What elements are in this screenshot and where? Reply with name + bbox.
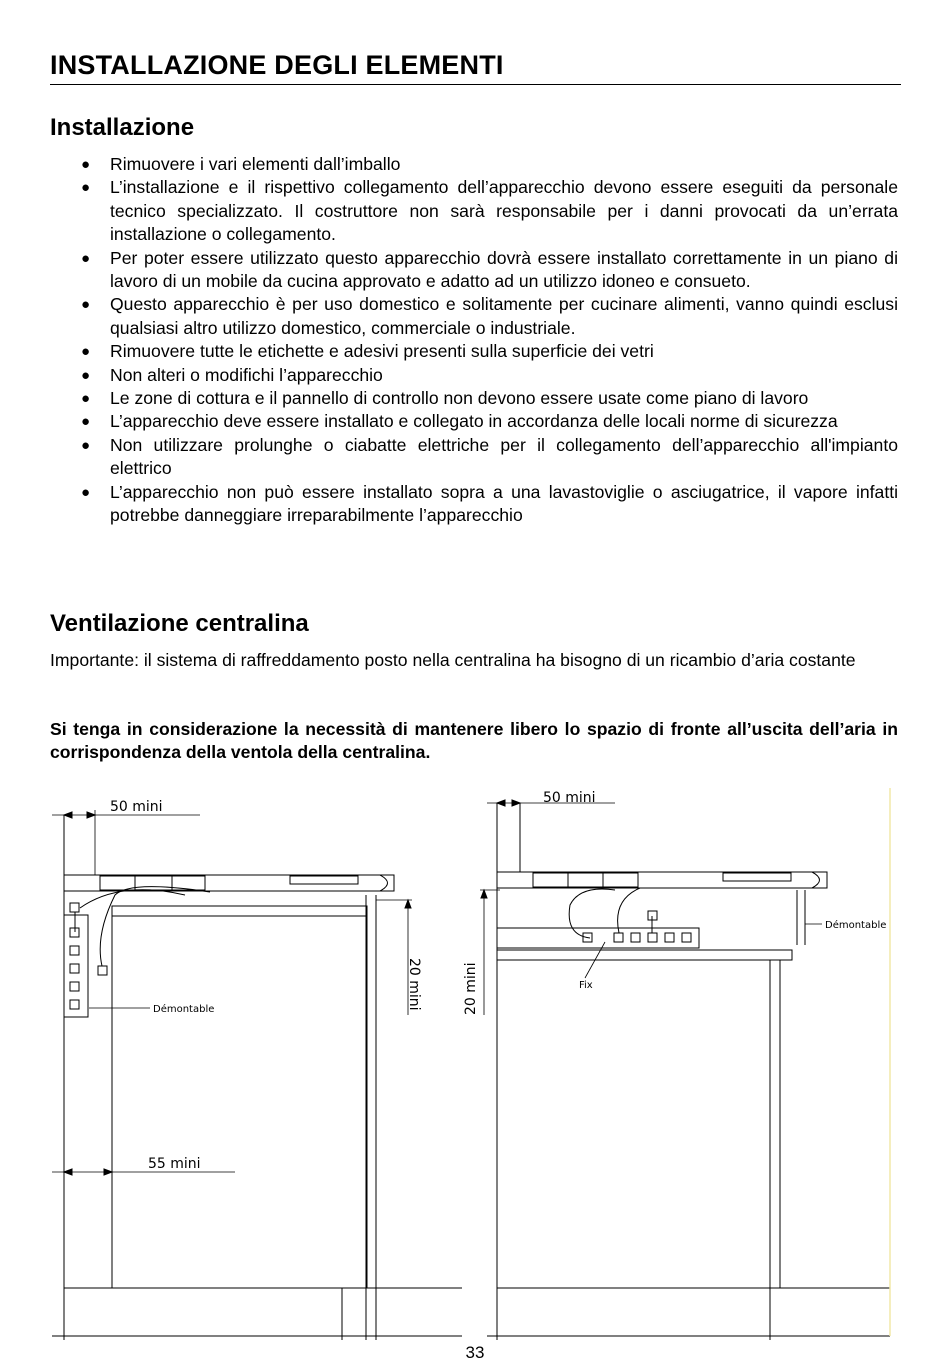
left-removable-label: Démontable	[153, 1004, 215, 1015]
ventilazione-heading: Ventilazione centralina	[50, 610, 309, 637]
right-cabinet-body	[497, 960, 770, 1288]
bullet-dot-icon: ●	[81, 249, 91, 267]
bullet-text: Non utilizzare prolunghe o ciabatte elettriche per il collegamento dell’apparecchio all'impianto elettrico	[110, 434, 898, 479]
bullet-dot-icon: ●	[81, 366, 91, 384]
left-dim-arrow-icon	[405, 900, 411, 908]
bullet-dot-icon: ●	[81, 343, 91, 361]
right-cable	[618, 888, 640, 933]
bullet-text: Le zone di cottura e il pannello di controllo non devono essere usate come piano di lavoro	[110, 388, 809, 409]
left-connector-icon	[70, 946, 79, 955]
right-dim-side-label: 20 mini	[463, 962, 479, 1015]
right-control-box	[497, 928, 699, 948]
right-connector-icon	[648, 933, 657, 942]
left-dim-arrow-icon	[64, 812, 72, 818]
left-dim-top-label: 50 mini	[110, 799, 163, 815]
bullet-item	[50, 364, 898, 387]
bullet-text: Rimuovere tutte le etichette e adesivi presenti sulla superficie dei vetri	[110, 341, 654, 362]
right-dim-top-label: 50 mini	[543, 790, 596, 806]
right-dim-arrow-icon	[497, 800, 505, 806]
left-worktop	[64, 875, 394, 891]
bullet-item	[50, 387, 898, 410]
bullet-item	[50, 434, 898, 481]
ventilazione-paragraph: Importante: il sistema di raffreddamento posto nella centralina ha bisogno di un ricambio d’aria costante	[50, 650, 856, 670]
bullet-dot-icon: ●	[81, 296, 91, 314]
left-dim-arrow-icon	[87, 812, 95, 818]
installazione-bullet-list	[50, 153, 898, 528]
right-connector-icon	[631, 933, 640, 942]
left-control-box	[64, 915, 88, 1017]
bullet-text: L’apparecchio non può essere installato sopra a una lavastoviglie o asciugatrice, il vapore infatti potrebbe danneggiare irreparabilmente l’apparecchio	[110, 481, 898, 526]
bullet-dot-icon: ●	[81, 483, 91, 501]
installazione-heading: Installazione	[50, 114, 195, 141]
left-dim-arrow-icon	[104, 1169, 112, 1175]
bullet-item	[50, 153, 898, 176]
left-dim-bottom-label: 55 mini	[148, 1156, 201, 1172]
bullet-item	[50, 293, 898, 340]
left-cabinet-body	[112, 916, 367, 1288]
left-connector-icon	[70, 982, 79, 991]
right-connector-icon	[614, 933, 623, 942]
right-dim-arrow-icon	[481, 890, 487, 898]
page-number: 33	[465, 1343, 485, 1362]
bullet-item	[50, 176, 898, 246]
left-connector-icon	[70, 903, 79, 912]
left-cabinet-top-panel	[112, 906, 367, 916]
bullet-text: Questo apparecchio è per uso domestico e solitamente per cucinare alimenti, vanno quindi esclusi qualsiasi altro utilizzo domestico, commerciale o industriale.	[110, 294, 898, 338]
right-cabinet-top-panel	[497, 950, 792, 960]
left-connector-icon	[70, 964, 79, 973]
diagram-right	[480, 800, 890, 1340]
left-cable	[100, 887, 210, 966]
bullet-dot-icon: ●	[81, 156, 91, 173]
bullet-item	[50, 410, 898, 433]
bullet-dot-icon: ●	[81, 179, 91, 197]
right-worktop	[497, 872, 827, 888]
bullet-text: L’apparecchio deve essere installato e collegato in accordanza delle locali norme di sicurezza	[110, 411, 838, 432]
bullet-text: Rimuovere i vari elementi dall’imballo	[110, 154, 401, 174]
bullet-text: L’installazione e il rispettivo collegamento dell’apparecchio devono essere eseguiti da personale tecnico specializzato. Il costruttore non sarà responsabile per i danni provocati da un’errata installazione o collegamento.	[110, 177, 898, 245]
bullet-dot-icon: ●	[81, 436, 91, 454]
right-dim-arrow-icon	[512, 800, 520, 806]
page-title: INSTALLAZIONE DEGLI ELEMENTI	[50, 50, 504, 80]
bullet-text: Per poter essere utilizzato questo apparecchio dovrà essere installato correttamente in un piano di lavoro di un mobile da cucina approvato e adatto ad un utilizzo idoneo e consueto.	[110, 247, 898, 292]
bullet-item	[50, 340, 898, 363]
bullet-text: Non alteri o modifichi l’apparecchio	[110, 364, 383, 385]
title-rule	[50, 84, 901, 85]
ventilazione-bold-paragraph: Si tenga in considerazione la necessità di mantenere libero lo spazio di fronte all’uscita dell’aria in corrispondenza della ventola della centralina.	[50, 719, 898, 763]
bullet-dot-icon: ●	[81, 413, 91, 431]
right-fix-label: Fix	[579, 980, 593, 991]
diagram-left	[52, 810, 462, 1340]
right-connector-icon	[682, 933, 691, 942]
left-dim-side-label: 20 mini	[406, 958, 422, 1011]
bullet-item	[50, 481, 898, 528]
right-cable	[569, 889, 615, 938]
left-cable	[80, 890, 185, 908]
right-removable-label: Démontable	[825, 920, 887, 931]
bullet-item	[50, 247, 898, 294]
left-connector-icon	[98, 966, 107, 975]
left-dim-arrow-icon	[64, 1169, 72, 1175]
bullet-dot-icon: ●	[81, 390, 91, 408]
installation-diagrams	[0, 780, 950, 1340]
right-connector-icon	[665, 933, 674, 942]
left-connector-icon	[70, 1000, 79, 1009]
